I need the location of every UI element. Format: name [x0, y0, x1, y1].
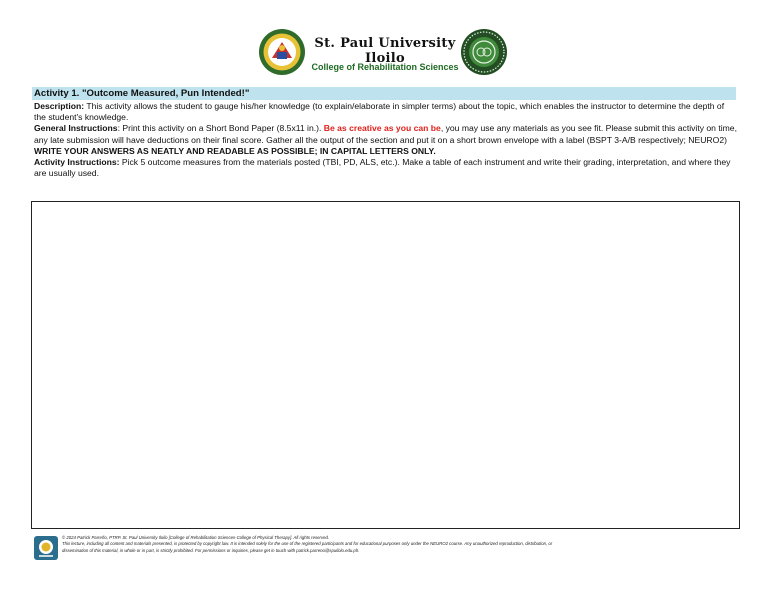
description-text: This activity allows the student to gauge his/her knowledge (to explain/elaborate in simpler terms) about the topic, which enables the instructor to determine the depth of the student's knowledge.: [34, 101, 725, 123]
answer-box[interactable]: [31, 201, 740, 529]
description-paragraph: [34, 101, 738, 123]
instructions-block: [34, 101, 738, 179]
footer-line-3: dissemination of this material, in whole or in part, is strictly prohibited. For permissions or inquiries, please get in touch with patrick.parreno@spuilolo.edu.ph.: [62, 547, 360, 553]
activity-instructions-text: Pick 5 outcome measures from the materials posted (TBI, PD, ALS, etc.). Make a table of each instrument and write their grading, interpretation, and where they are usually used.: [34, 157, 731, 179]
general-instructions-text-1: : Print this activity on a Short Bond Paper (8.5x11 in.).: [117, 123, 324, 134]
college-seal-icon: [460, 28, 508, 76]
footer-line-2: This lecture, including all content and materials presented, is protected by copyright law. It is intended solely for the use of the registered participants and for educational purposes only under the NEURO2 course. Any unauthorized reproduction, distribution, or: [62, 541, 553, 547]
activity-instructions-label: Activity Instructions:: [34, 157, 120, 168]
general-instructions-paragraph: [34, 123, 738, 157]
general-instructions-text-2: , you may use any materials as you see fit. Please submit this activity on time, any late submission will have deductions on their final score. Gather all the output of the section and put it on a short brown envelope with a label (BSPT 3-A/B respectively; NEURO2): [34, 123, 737, 145]
creative-emphasis: Be as creative as you can be: [323, 123, 441, 134]
college-name: College of Rehabilitation Sciences: [311, 62, 459, 72]
document-header: [0, 24, 768, 84]
activity-instructions-paragraph: [34, 157, 738, 179]
course-logo-icon: [34, 536, 58, 560]
capital-letters-instruction: WRITE YOUR ANSWERS AS NEATLY AND READABLE AS POSSIBLE; IN CAPITAL LETTERS ONLY.: [34, 145, 436, 156]
general-instructions-label: General Instructions: [34, 123, 118, 134]
copyright-footer: [62, 535, 738, 554]
description-label: Description:: [34, 101, 85, 111]
university-name: St. Paul University Iloilo: [314, 36, 456, 66]
activity-title: Activity 1. "Outcome Measured, Pun Intended!": [34, 88, 250, 99]
university-seal-icon: [258, 28, 306, 76]
footer-line-1: © 2024 Patrick Parreño, PTRP. St. Paul University Iloilo [College of Rehabilitation Sciences-College of Physical Therapy]. All rights reserved.: [62, 535, 330, 540]
